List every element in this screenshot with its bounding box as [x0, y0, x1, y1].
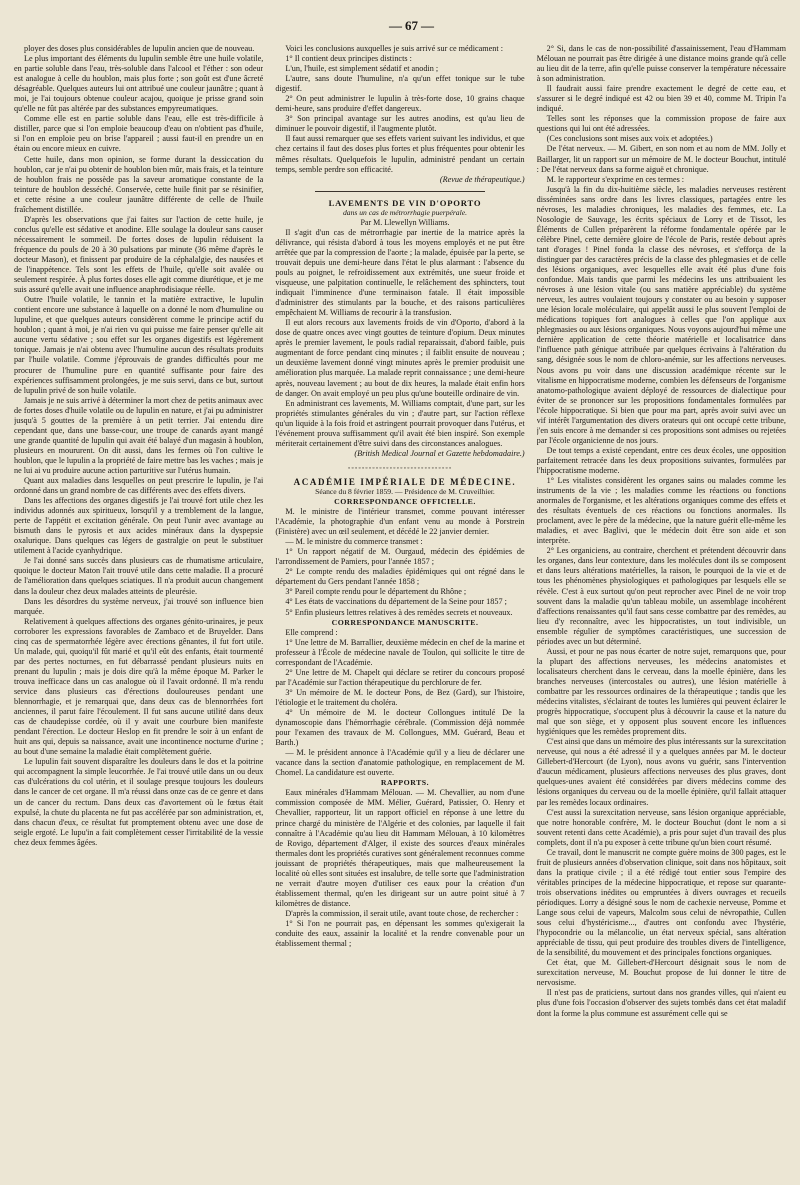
- paragraph: L'un, l'huile, est simplement sédatif et anodin ;: [285, 64, 439, 74]
- paragraph: Outre l'huile volatile, le tannin et la matière extractive, le lupulin contient encore une substance à laquelle on a donné le nom d'humuline ou lupuline, et que quelques auteurs considèrent comme le principe actif du houblon ; quant à moi, je n'ai rien vu qui puisse me faire penser qu'elle ait aucune vertu sédative ; sou effet sur les organes digestifs est légèrement tonique. Jamais je n'ai obtenu avec l'humuline aucun des résultats produits par l'huile volatile. Comme j'éprouvais de grandes difficultés pour me procurer de l'humuline pure en quantité suffisante pour faire des expériences suffisamment prolongées, je me suis servi, dans ce but, surtout de lupulin privé de son huile volatile.: [14, 295, 264, 395]
- lavements-body: [275, 228, 524, 449]
- paragraph: C'est aussi la surexcitation nerveuse, sans lésion organique appréciable, que notre honorable confrère, M. le docteur Bouchut (dont le nom a si souvent retenti dans cette Académie), a pris pour sujet d'un travail des plus complets, dont il n'a pu exposer à cette tribune qu'un bien court résumé.: [536, 807, 786, 847]
- paragraph: 3° Un mémoire de M. le docteur Pons, de Bez (Gard), sur l'histoire, l'étiologie et le traitement du choléra.: [275, 687, 525, 707]
- paragraph: Je l'ai donné sans succès dans plusieurs cas de rhumatisme articulaire, quoique le docteur Maton l'ait trouvé utile dans cette maladie. Il a procuré de l'amélioration dans quelques sciatiques. Il n'a produit aucun changement dans la douleur chez deux malades atteints de pleurésie.: [14, 556, 264, 596]
- paragraph: 1° Une lettre de M. Barrallier, deuxième médecin en chef de la marine et professeur à l'École de médecine navale de Toulon, qui sollicite le titre de correspondant de l'Académie.: [275, 637, 525, 667]
- paragraph: 1° Si l'on ne pourrait pas, en dépensant les sommes qu'exigerait la conduite des eaux, assainir la localité et la rendre convenable pour un établissement thermal ;: [275, 918, 525, 949]
- paragraph: Eaux minérales d'Hammam Mélouan. — M. Chevallier, au nom d'une commission composée de MM. Mélier, Guérard, Patissier, O. Henry et Chevallier, rapporteur, lit un rapport officiel en réponse à une lettre du prince chargé du ministère de l'Algérie et des colonies, par laquelle il fait connaître à l'Académie qu'au lieu dit Hammam Mélouan, à 10 kilomètres de Rovigo, département d'Alger, il existe des sources d'eaux minérales thermales dont les propriétés curatives sont généralement reconnues comme jouissant de propriétés thérapeutiques, mais que malheureusement la localité où elles sont situées est insalubre, de telle sorte que l'administration ne verrait d'autre moyen d'utiliser ces eaux pour la création d'un établissement thermal, qu'en les dirigeant sur un autre point situé à 7 kilomètres de distance.: [275, 788, 525, 908]
- paragraph: Cet état, que M. Gillebert-d'Hercourt désignait sous le nom de surexcitation nerveuse, M. Bouchut propose de lui donner le titre de nervosisme.: [536, 958, 786, 988]
- paragraph: Il s'agit d'un cas de métrorrhagie par inertie de la matrice après la délivrance, qui résista d'abord à tous les moyens employés et ne put être arrêtée que par la compression de l'aorte ; la malade, épuisée par la perte, se trouvait depuis une demi-heure dans l'état le plus alarmant : l'absence du pouls au poignet, le refroidissement aux extrémités, une sueur froide et visqueuse, une palpitation continuelle, le relâchement des sphincters, tout indiquait l'imminence d'une terminaison fatale. Il était impossible d'administrer des stimulants par la bouche, et des raisons particulières empêchaient M. Williams de recourir à la transfusion.: [275, 227, 525, 318]
- paragraph: Cette huile, dans mon opinion, se forme durant la dessiccation du houblon, car je n'ai pu obtenir de houblon bien mûr, mais frais, et la teinture de houblon frais ne possède pas la saveur aromatique constante de la teinture de houblon desséché. Conservée, cette huile finit par se résinifier, et cette résine a une couleur jaunâtre différente de celle de l'huile fraîchement distillée.: [14, 154, 264, 214]
- paragraph: 3° Pareil compte rendu pour le département du Rhône ;: [285, 587, 467, 597]
- paragraph: ployer des doses plus considérables de lupulin ancien que de nouveau.: [24, 44, 255, 53]
- paragraph: Comme elle est en partie soluble dans l'eau, elle est très-difficile à distiller, parce que si l'on emploie beaucoup d'eau on n'obtient pas d'huile, si l'on en emploie peu on brise l'appareil ; aussi faut-il en prendre un en étain ou encore mieux en cuivre.: [14, 114, 264, 154]
- paragraph: Elle comprend :: [285, 627, 338, 637]
- page-number: — 67 —: [386, 18, 437, 34]
- paragraph: M. le rapporteur s'exprime en ces termes :: [546, 174, 685, 184]
- paragraph: 2° On peut administrer le lupulin à très-forte dose, 10 grains chaque demi-heure, sans produire d'effet dangereux.: [275, 94, 525, 114]
- lavements-subtitle: dans un cas de métrorrhagie puerpérale.: [342, 207, 467, 217]
- paragraph: Il eut alors recours aux lavements froids de vin d'Oporto, d'abord à la dose de quatre onces avec vingt gouttes de teinture d'opium. Deux minutes après le premier lavement, le pouls radial reparaissait, d'abord faible, puis augmentant de force pendant cinq minutes ; il faiblit ensuite de nouveau ; un deuxième lavement donné vingt minutes après le premier produisit une amélioration plus marquée. La malade reprit connaissance ; une demi-heure après, nouveau lavement ; au bout de dix heures, la malade était enfin hors de danger. On avait employé un peu plus qu'une bouteille ordinaire de vin.: [275, 318, 525, 398]
- citation-revue: (Revue de thérapeutique.): [439, 174, 525, 184]
- paragraph: (Ces conclusions sont mises aux voix et adoptées.): [546, 134, 713, 144]
- rapports-body: [275, 788, 524, 949]
- paragraph: Voici les conclusions auxquelles je suis arrivé sur ce médicament :: [285, 44, 503, 53]
- paragraph: 2° Les organiciens, au contraire, cherchent et prétendent découvrir dans les organes, dans leur contexture, dans les molécules dont ils se composent et dans leurs altérations matérielles, la raison, le pourquoi de la vie et de tous les phénomènes physiologiques et pathologiques par lesquels elle se révèle. C'est à eux surtout qu'on peut reprocher avec Pinel de ne voir trop souvent dans la maladie qu'un tableau mobile, un assemblage incohérent d'affections renaissantes qu'il faut sans cesse combattre par des remèdes, au lieu d'y reconnaître, avec les hippocratistes, un tout indivisible, un ensemble régulier de symptômes caractéristiques, une succession de périodes avec un but déterminé.: [536, 546, 786, 646]
- paragraph: Il faut aussi remarquer que ses effets varient suivant les individus, et que chez certains il faut des doses plus fortes et plus fréquentes pour obtenir les mêmes résultats. Quelquefois le lupulin, administré pendant un certain temps, semble perdre son efficacité.: [275, 134, 525, 174]
- paragraph: 1° Les vitalistes considèrent les organes sains ou malades comme les instruments de la vie ; les maladies comme les réactions ou fonctions anormales de l'organisme, et les altérations organiques comme des effets et des résultats éventuels de ces réactions ou fonctions anormales. Ils proclament, avec le père de la médecine, que la nature guérit elle-même les maladies, et avec Baglivi, que le médecin doit être son aide et son interprète.: [536, 476, 786, 546]
- paragraph: En administrant ces lavements, M. Williams comptait, d'une part, sur les propriétés stimulantes générales du vin ; d'autre part, sur l'action réflexe qu'un liquide à la fois froid et astringent pourrait provoquer dans l'utérus, et l'événement prouva suffisamment qu'il avait été bien inspiré. Son exemple mériterait certainement d'être suivi dans des circonstances analogues.: [275, 398, 525, 448]
- academie-title: ACADÉMIE IMPÉRIALE DE MÉDECINE.: [293, 476, 517, 487]
- section-divider: [315, 191, 484, 192]
- paragraph: 1° Il contient deux principes distincts :: [285, 54, 412, 64]
- paragraph: Jamais je ne suis arrivé à déterminer la mort chez de petits animaux avec de fortes doses d'huile volatile ou de lupulin en nature, et j'ai pu administrer jusqu'à 5 gouttes de la première à un petit terrier. J'ai entendu dire cependant que, dans une basse-cour, une troupe de canards ayant mangé une grande quantité de lupulin qui avait été balayé d'un magasin à houblon, plusieurs en moururent. On dit aussi, dans les fermes où l'on cultive le houblon, que le lupulin a la propriété de faire mettre bas les vaches ; mais je ne lui ai vu produire aucune action parturitive sur l'utérus humain.: [14, 395, 264, 475]
- paragraph: Le lupulin fait souvent disparaître les douleurs dans le dos et la poitrine qui accompagnent la simple leucorrhée. Je l'ai trouvé utile dans un ou deux cas d'ulcérations du col utérin, et il soulage presque toujours les douleurs dans le cancer de cet organe. Il m'a réussi dans onze cas de ce genre et dans un de cancer du rectum. Dans deux cas d'avortement où le fœtus était expulsé, la chute du placenta ne fut pas accélérée par son administration, et, dans chacun d'eux, ce résultat fut promptement obtenu avec une dose de seigle ergoté. Le lupu'in a fait complètement cesser l'irritabilité de la vessie chez deux femmes âgées.: [14, 757, 264, 847]
- column-right: [537, 44, 786, 1184]
- paragraph: Dans les affections des organes digestifs je l'ai trouvé fort utile chez les individus adonnés aux spiritueux, lorsqu'il y a tremblement de la langue, perte de l'appétit et excitation générale. On peut l'unir avec avantage au bismuth dans le pyrosis et aux acides minéraux dans la dyspepsie oxalurique. Dans quelques cas légers de gastralgie on peut le substituer utilement à l'acide cyanhydrique.: [14, 496, 264, 556]
- paragraph: De l'état nerveux. — M. Gibert, en son nom et au nom de MM. Jolly et Baillarger, lit un rapport sur un mémoire de M. le docteur Bouchut, intitulé : De l'état nerveux dans sa forme aiguë et chronique.: [536, 144, 786, 174]
- paragraph: 1° Un rapport négatif de M. Ourgaud, médecin des épidémies de l'arrondissement de Pamiers, pour l'année 1857 ;: [275, 547, 525, 567]
- paragraph: Telles sont les réponses que la commission propose de faire aux questions qui lui ont été adressées.: [536, 114, 786, 134]
- lavements-author: Par M. Llewellyn Williams.: [360, 217, 450, 227]
- paragraph: 2° Si, dans le cas de non-possibilité d'assainissement, l'eau d'Hammam Mélouan ne pourrait pas être dirigée à une distance moins grande qu'à celle au lieu dit de la terre, afin qu'elle puisse conserver la température nécessaire à son administration.: [536, 44, 786, 84]
- lavements-title: LAVEMENTS DE VIN D'OPORTO: [328, 197, 482, 208]
- paragraph: Ce travail, dont le manuscrit ne compte guère moins de 300 pages, est le fruit de plusieurs années d'observation clinique, soit dans nos hôpitaux, soit dans la pratique civile ; il a été rédigé tout entier sous l'empire des véritables principes de la médecine hippocratique, et repose sur quarante-trois observations inédites ou empruntées à divers ouvrages et recueils périodiques. Lorry a désigné sous le nom de cachexie nerveuse, Pomme et Lange sous celui de vapeurs, Malcolm sous celui de névropathie, Cullen sous celui d'hystéricisme..., d'autres ont confondu avec l'hystérie, l'hypocondrie ou la mélancolie, un état nerveux spécial, sans altération appréciable de tissu, qui peut produire des troubles divers de l'intelligence, de la sensibilité, du mouvement et des principales fonctions organiques.: [536, 847, 786, 958]
- paragraph: 2° Le compte rendu des maladies épidémiques qui ont régné dans le département du Gers pendant l'année 1858 ;: [275, 567, 525, 587]
- paragraph: 4° Un mémoire de M. le docteur Collongues intitulé De la dynamoscopie dans l'hémorrhagie cérébrale. (Commission déjà nommée pour l'examen des travaux de M. Collongues, MM. Guérard, Beau et Barth.): [275, 708, 525, 748]
- paragraph: Aussi, et pour ne pas nous écarter de notre sujet, remarquons que, pour la plupart des affections nerveuses, les médecins anatomistes et localisateurs cherchent dans le cerveau, dans la moelle épinière, dans les branches nerveuses (intercostales ou autres), une lésion matérielle à combattre par les ressources ordinaires de la thérapeutique ; tandis que les médecins vitalistes, s'éclairant de toutes les lumières qui peuvent éclairer le progrès hippocratique, s'occupent plus à découvrir la cause et la nature du mal que son siège, et y opposent plus souvent encore les influences hygiéniques que les remèdes proprement dits.: [536, 646, 786, 737]
- paragraph: Dans les désordres du système nerveux, j'ai trouvé son influence bien marquée.: [14, 596, 264, 616]
- academie-session: Séance du 8 février 1859. — Présidence de M. Cruveilhier.: [315, 486, 495, 496]
- paragraph: De tout temps a existé cependant, entre ces deux écoles, une opposition parfaitement retracée dans les deux propositions suivantes, formulées par l'hippocratisme moderne.: [536, 445, 786, 475]
- citation-bmj: (British Medical Journal et Gazette hebdomadaire.): [354, 448, 525, 458]
- paragraph: Il faudrait aussi faire prendre exactement le degré de cette eau, et s'assurer si le degré indiqué est 42 ou bien 39 et 40, comme M. Tripin l'a indiqué.: [536, 84, 786, 114]
- paragraph: 4° Les états de vaccinations du département de la Seine pour 1857 ;: [285, 597, 507, 607]
- paragraph: 5° Enfin plusieurs lettres relatives à des remèdes secrets et nouveaux.: [285, 607, 513, 617]
- paragraph: Jusqu'à la fin du dix-huitième siècle, les maladies nerveuses restèrent disséminées sans ordre dans les livres classiques, partagées entre les névroses, les maladies chroniques, les maladies des femmes, etc. La Nosologie de Sauvage, les écrits spéciaux de Lorry et de Tissot, les Éléments de Cullen préparèrent la réforme fondamentale opérée par le célèbre Pinel, cette dernière gloire de l'école de Paris, restée debout après tant d'orages ! Pinel fonda la classe des névroses, et s'efforça de la distinguer par des caractères précis de la classe des phlegmasies et de celle des lésions organiques, avec lesquelles elle avait été plus d'une fois confondue. Mais tandis que parmi les médecins les uns attribuaient les névroses à une lésion vitale (ou sans matière appréciable) du système nerveux, les autres voulaient toujours y constater ou au besoin y supposer une lésion locale moléculaire, qui appelât aussi le plus souvent l'emploi de médications topiques fort analogues à celles que l'on applique aux phlegmasies ou aux lésions organiques. Nous voyons aujourd'hui même une dernière application de cette théorie matérielle et localisatrice dans l'influence path génique attribuée par quelques écrivains à l'altération du sang, désignée sous le nom de chloro-anémie, sur les affections nerveuses. Nous avons pu voir dans une discussion académique récente sur le vitalisme en hippocratisme moderne, combien les défenseurs de l'organisme anatomo-pathologique avaient déployé de ressources de dialectique pour éviter de se prononcer sur les propositions fondamentales formulées par l'école hippocratique. Si bien que pour ma part, après avoir suivi avec un vif intérêt l'argumentation des divers orateurs qui ont occupé cette tribune, j'en suis encore à me demander si ces propositions sont admises ou rejetées par l'école organicienne de nos jours.: [536, 184, 786, 445]
- paragraph: D'après les observations que j'ai faites sur l'action de cette huile, je conclus qu'elle est sédative et anodine. Elle soulage la douleur sans causer nécessairement le sommeil. De fortes doses de lupulin réduisent la fréquence du pouls de 20 à 30 pulsations par minute (36 même d'après le docteur Mason), et finissent par produire de la céphalalgie, des nausées et de l'inappétence. Tels sont les effets de l'huile, qu'elle soit avalée ou seulement respirée. À plus fortes doses elle agit comme diurétique, et je me suis assuré qu'elle avait une influence anaphrodisiaque réelle.: [14, 214, 264, 295]
- paragraph: Il n'est pas de praticiens, surtout dans nos grandes villes, qui n'aient eu plus d'une fois l'occasion d'observer des sujets tombés dans cet état maladif dont la forme la plus commune est assurément celle qui se: [536, 988, 786, 1018]
- paragraph: 3° Son principal avantage sur les autres anodins, est qu'au lieu de diminuer le pouvoir digestif, il l'augmente plutôt.: [275, 114, 525, 134]
- paragraph: Relativement à quelques affections des organes génito-urinaires, je peux corroborer les expressions favorables de Zambaco et de Bruyelder. Dans cinq cas de spermatorrhée légère avec érections gênantes, il fut fort utile. Un malade, qui, quoiqu'il fût marié et qu'il eût des enfants, était tourmenté par des pertes nocturnes, en fut débarrassé pendant plusieurs nuits en prenant du lupulin ; mais je dois dire qu'à la même époque M. Parker le trouva inefficace dans un cas analogue où il l'avait ordonné. Il m'a rendu service dans plusieurs cas d'érections douloureuses pendant une blennorrhagie, et je remarquai que, dans deux cas de blennorrhées fort anciennes, il parut faire l'écoulement. Il fut sans aucune utilité dans deux cas de chaudepisse cordée, où il y avait une courbure bien manifeste pendant l'érection. Le docteur Heslop en fit prendre le soir à un enfant de huit ans qui, depuis sa naissance, avait une incontinence nocturne d'urine ; au bout d'une semaine la maladie était complètement guérie.: [14, 616, 264, 757]
- paragraph: M. le ministre de l'intérieur transmet, comme pouvant intéresser l'Académie, la photographie d'un enfant venu au monde à Porstrein (Finistère) avec un œil seulement, et décédé le 22 janvier dernier.: [275, 507, 525, 537]
- paragraph: — M. le ministre du commerce transmet :: [285, 537, 423, 547]
- rapports-title: RAPPORTS.: [380, 778, 430, 788]
- corr-officielle-title: CORRESPONDANCE OFFICIELLE.: [334, 497, 476, 507]
- paragraph: D'après la commission, il serait utile, avant toute chose, de rechercher :: [285, 908, 519, 918]
- columns: [14, 44, 786, 1184]
- corr-manuscrite-title: CORRESPONDANCE MANUSCRITE.: [331, 617, 479, 627]
- column-middle: [275, 44, 524, 1184]
- page-header: [14, 18, 786, 34]
- paragraph: L'autre, sans doute l'humuline, n'a qu'un effet tonique sur le tube digestif.: [275, 74, 525, 94]
- corr-officielle-body: [275, 507, 524, 618]
- paragraph: 2° Une lettre de M. Chapelt qui déclare se retirer du concours proposé par l'Académie sur l'action thérapeutique du perchlorure de fer.: [275, 667, 525, 687]
- paragraph: Le plus important des éléments du lupulin semble être une huile volatile, en partie soluble dans l'eau, très-soluble dans l'alcool et l'éther : son odeur est analogue à celle du houblon, mais plus forte ; son goût est d'une âcreté désagréable. Quelques auteurs lui ont attribué une couleur jaunâtre ; quant à moi, je l'ai toujours obtenue couleur acajou, quoique je prisse grand soin qu'elle ne fût pas altérée par des substances empyreumatiques.: [14, 54, 264, 114]
- ornament-divider: ◦◦◦◦◦◦◦◦◦◦◦◦◦◦◦◦◦◦◦◦◦◦◦◦◦◦◦◦◦◦: [347, 463, 453, 472]
- lupulin-conclusions: [275, 44, 524, 175]
- paragraph: C'est ainsi que dans un mémoire des plus intéressants sur la surexcitation nerveuse, qui nous a été adressé il y a quelques années par M. le docteur Gillebert-d'Hercourt (de Lyon), nous avons vu guérir, sans l'intervention d'aucun médicament, plusieurs affections nerveuses des plus graves, dont quelques-unes avaient été considérées par divers médecins comme des lésions organiques du cerveau ou de la moelle épinière, qu'il fallait attaquer par les remèdes locaux ordinaires.: [536, 737, 786, 807]
- column-left: [14, 44, 263, 1184]
- corr-manuscrite-body: [275, 628, 524, 779]
- paragraph: — M. le président annonce à l'Académie qu'il y a lieu de déclarer une vacance dans la section d'anatomie pathologique, en remplacement de M. Chomel. La candidature est ouverte.: [275, 748, 525, 778]
- paragraph: Quant aux maladies dans lesquelles on peut prescrire le lupulin, je l'ai ordonné dans un grand nombre de cas différents avec des effets divers.: [14, 476, 264, 496]
